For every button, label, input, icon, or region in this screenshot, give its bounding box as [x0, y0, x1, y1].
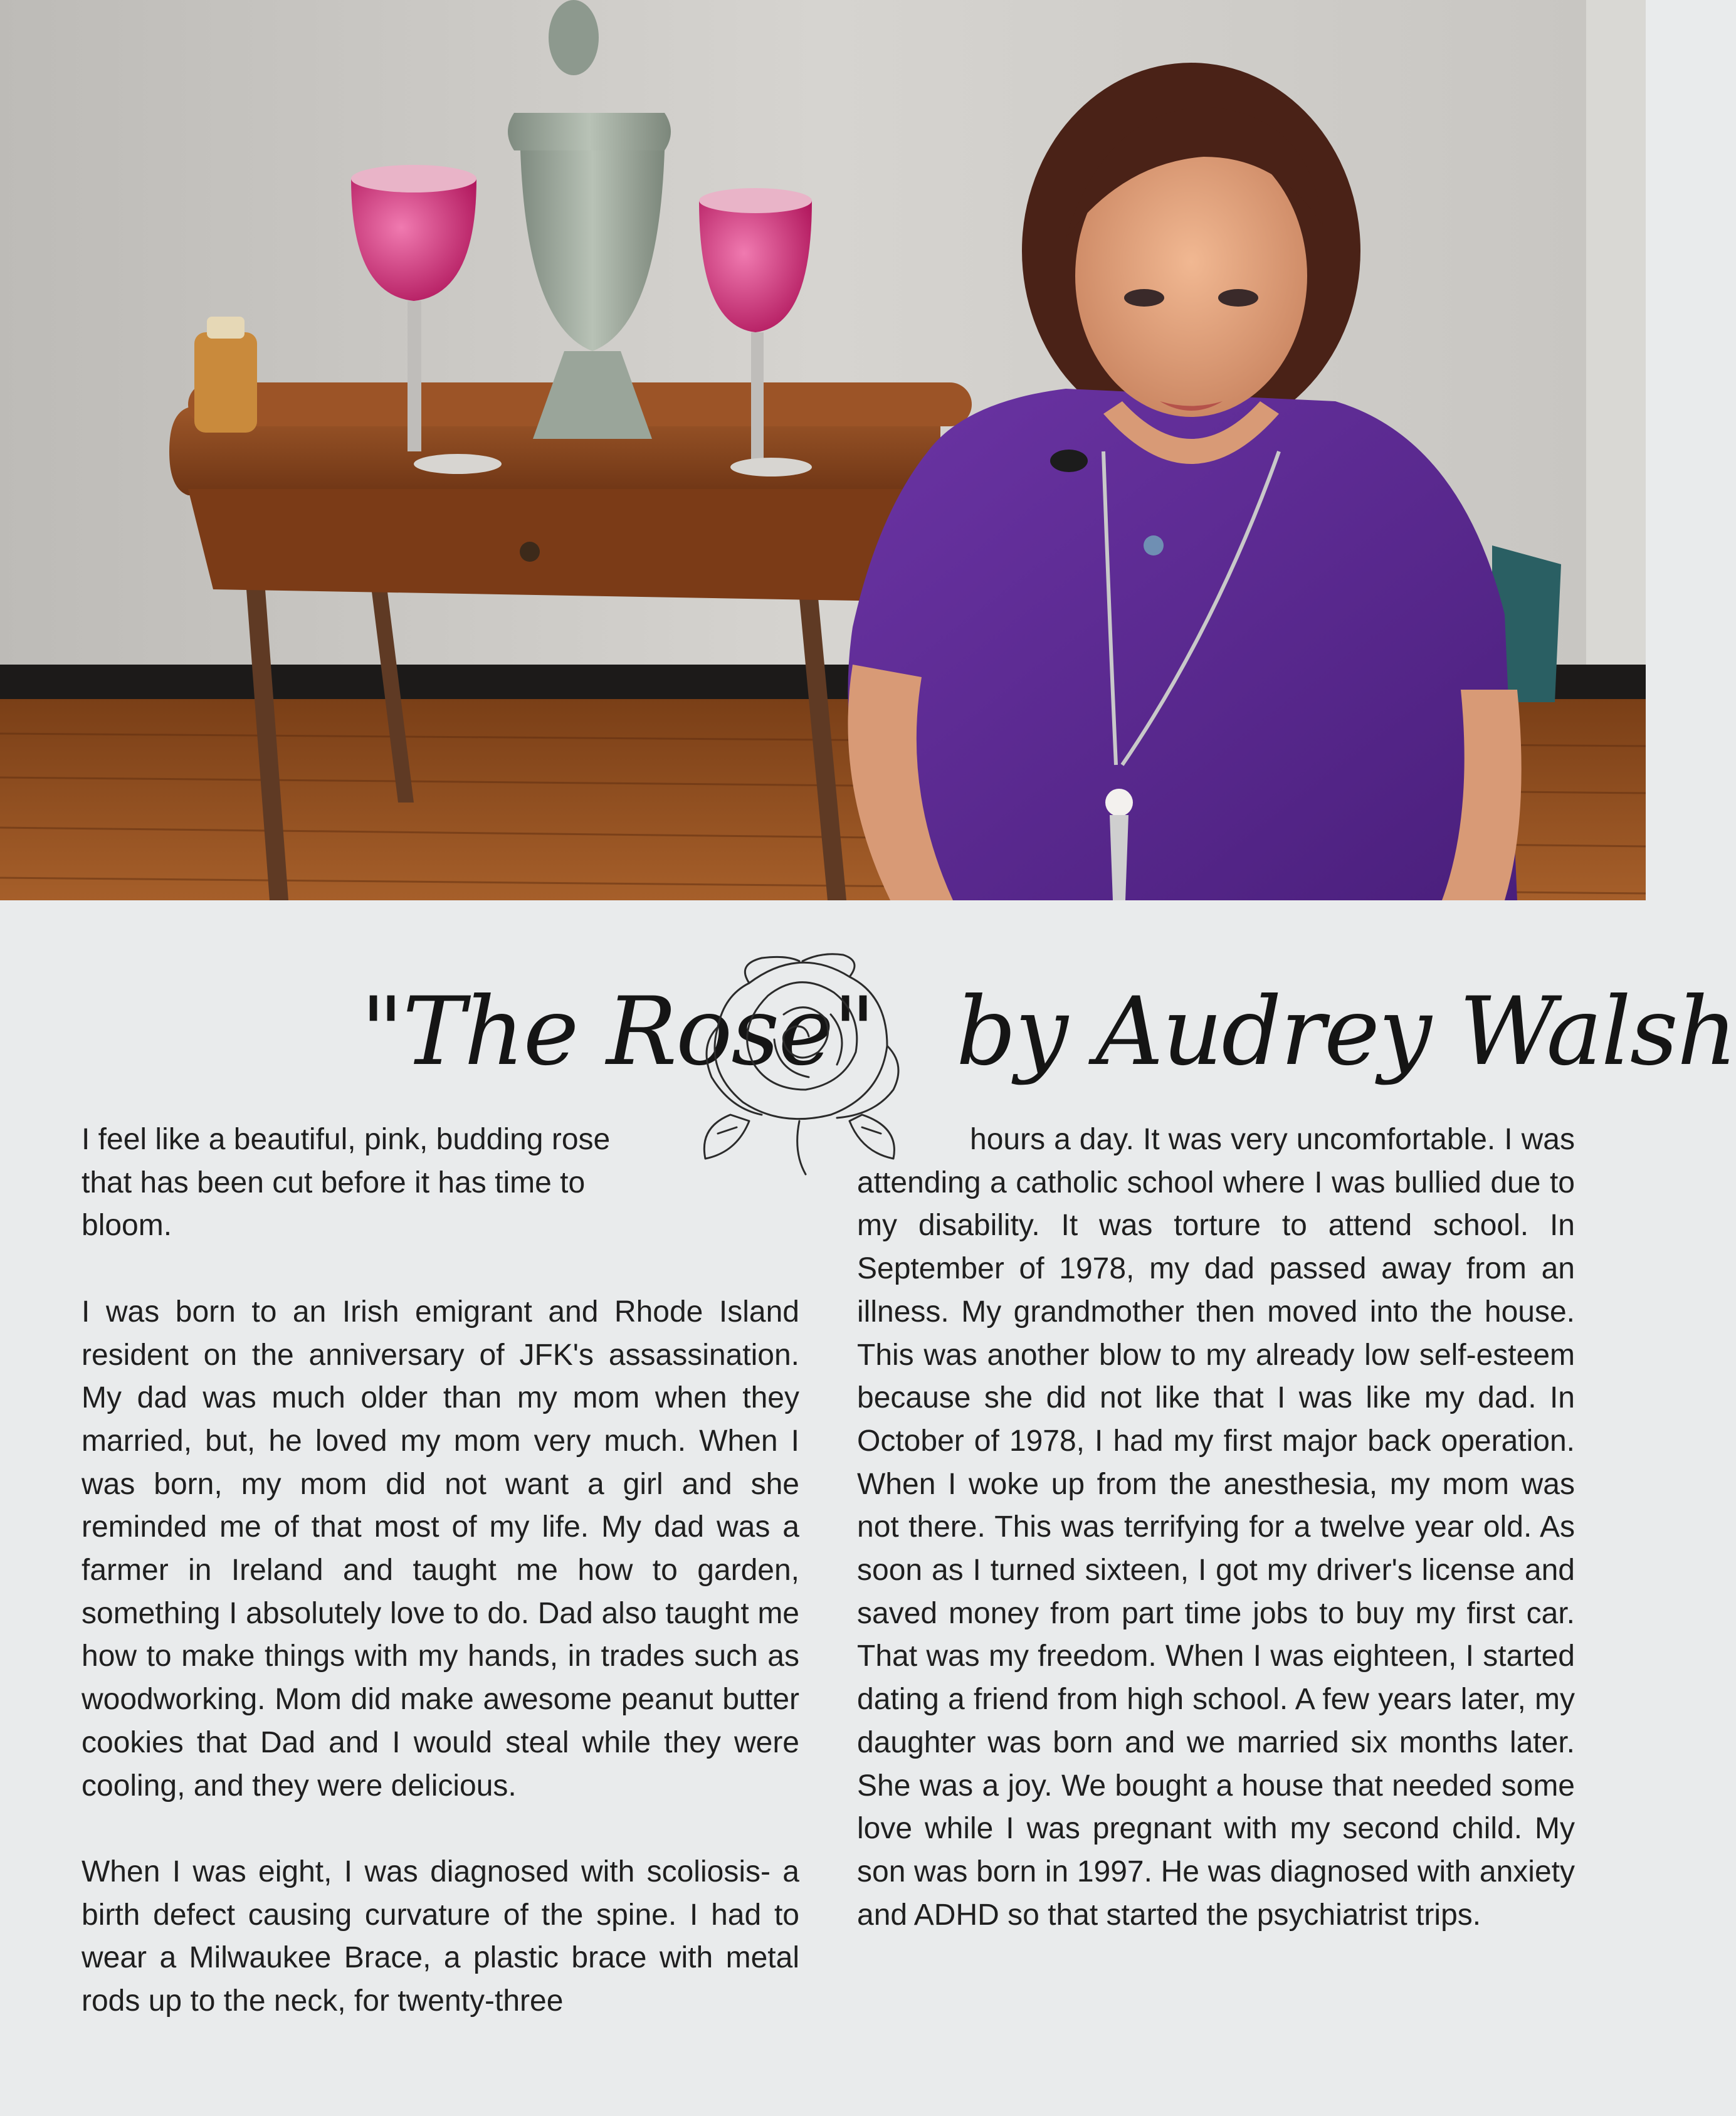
text-column-left [82, 1119, 799, 2023]
article-byline: by Audrey Walsh [956, 977, 1736, 1087]
header-photo [0, 0, 1646, 900]
paragraph-continued: hours a day. It was very uncomfortable. I was attending a catholic school where I was bullied due to my disability. It was torture to attend school. In September of 1978, my dad passed away from an illness. My grandmother then moved into the house. This was another blow to my already low self-esteem because she did not like that I was like my dad. In October of 1978, I had my first major back operation. When I woke up from the anesthesia, my mom was not there. This was terrifying for a twelve year old. As soon as I turned sixteen, I got my driver's license and saved money from part time jobs to buy my first car. That was my freedom. When I was eighteen, I started dating a friend from high school. A few years later, my daughter was born and we married six months later. She was a joy. We bought a house that needed some love while I was pregnant with my second child. My son was born in 1997. He was diagnosed with anxiety and ADHD so that started the psychiatrist trips. [857, 1123, 1575, 1932]
portrait-photo [0, 0, 1646, 900]
paragraph-scoliosis: When I was eight, I was diagnosed with scoliosis- a birth defect causing curvature of the spine. I had to wear a Milwaukee Brace, a plastic brace with metal rods up to the neck, for twenty-three [82, 1855, 799, 2018]
article-title: "The Rose" [360, 977, 875, 1087]
paragraph-childhood: I was born to an Irish emigrant and Rhode Island resident on the anniversary of JFK's assassination. My dad was much older than my mom when they married, but, he loved my mom very much. When I was born, my mom did not want a girl and she reminded me of that most of my life. My dad was a farmer in Ireland and taught me how to garden, something I absolutely love to do. Dad also taught me how to make things with my hands, in trades such as woodworking. Mom did make awesome peanut butter cookies that Dad and I would steal while they were cooling, and they were delicious. [82, 1295, 799, 1803]
text-column-right [857, 1119, 1575, 1937]
paragraph-intro: I feel like a beautiful, pink, budding rose that has been cut before it has time to bloom. [82, 1123, 611, 1243]
